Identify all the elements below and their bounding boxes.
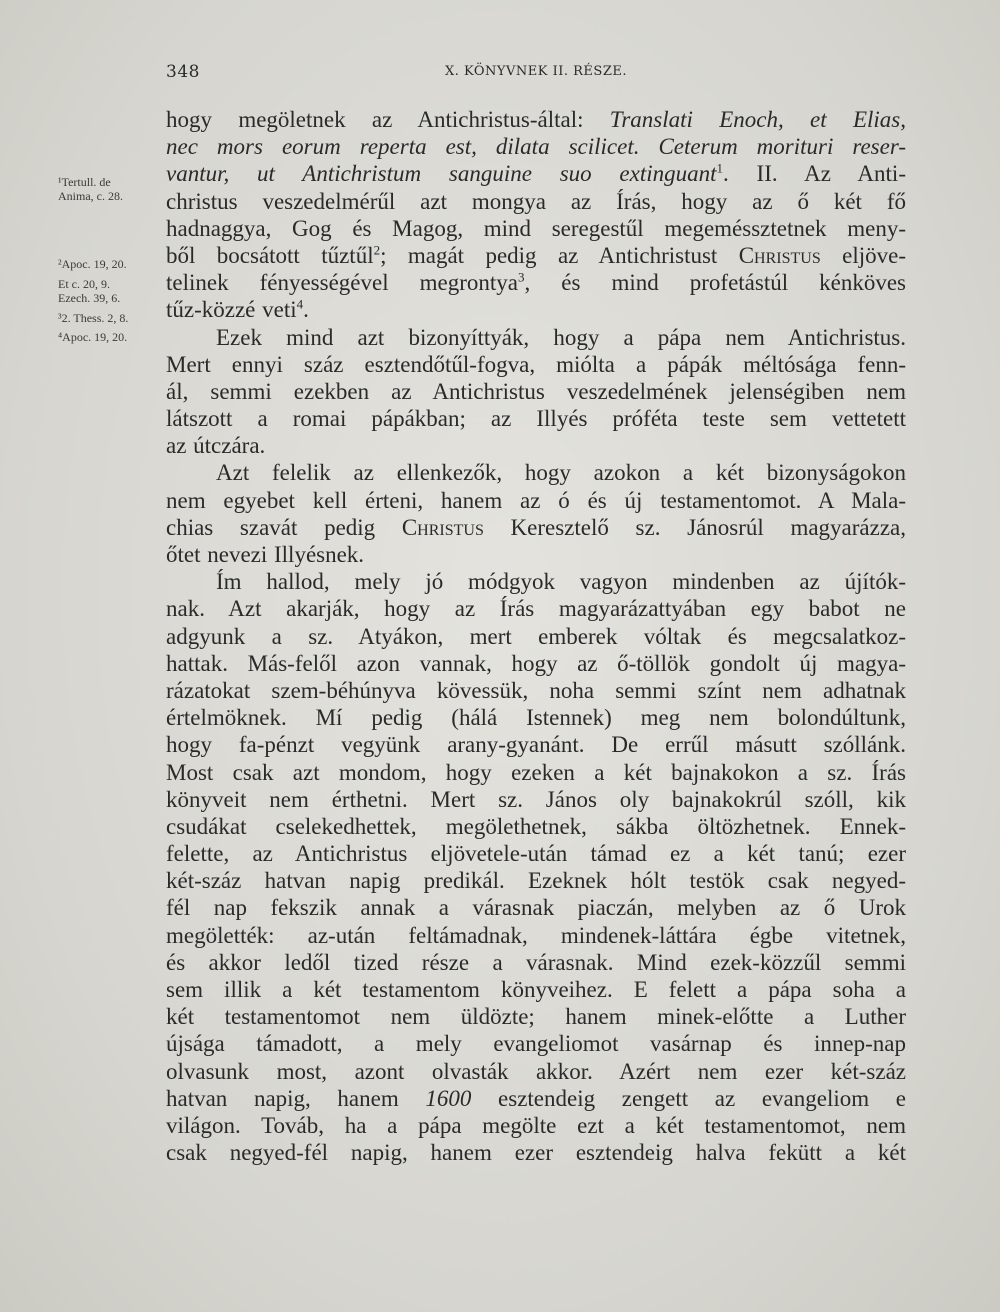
text-run: világon. Továb, ha a pápa megölte ezt a két testamentomot, nem — [166, 1112, 906, 1138]
text-run: nec mors eorum reperta est, dilata scilicet. Ceterum morituri reser- — [166, 134, 906, 160]
text-line — [166, 242, 906, 269]
text-line — [166, 324, 906, 351]
text-line — [166, 786, 906, 813]
text-run: hadnaggya, Gog és Magog, mind seregestűl megeméssztetnek meny- — [166, 215, 906, 241]
text-run: értelmöknek. Mí pedig (hálá Istennek) meg nem bolondúltunk, — [166, 705, 906, 731]
text-line — [166, 215, 906, 242]
text-line — [166, 1058, 906, 1085]
footnote-ref: 2 — [373, 242, 381, 258]
page-number: 348 — [166, 62, 200, 82]
text-run: sem illik a két testamentom könyveihez. E felett a pápa soha a — [166, 977, 906, 1002]
text-run: ; magát pedig az Antichristust — [380, 242, 739, 268]
text-line — [166, 595, 906, 622]
text-run: Most csak azt mondom, hogy ezeken a két bajnakokon a sz. Írás — [166, 759, 906, 785]
text-run: felette, az Antichristus eljövetele-után támad ez a két tanú; ezer — [166, 841, 906, 867]
text-run: hogy fa-pénzt vegyünk arany-gyanánt. De errűl másutt szóllánk. — [166, 732, 906, 758]
text-line — [166, 976, 906, 1003]
footnote-ref: 1 — [716, 160, 724, 176]
text-run: nak. Azt akarják, hogy az Írás magyarázattyában egy babot ne — [166, 596, 906, 622]
text-line — [166, 894, 906, 921]
text-run: újsága támadott, a mely evangeliomot vasárnap és innep-nap — [166, 1031, 906, 1057]
text-run: Mert ennyi száz esztendőtűl-fogva, miólta a pápák méltósága fenn- — [166, 351, 906, 377]
text-line — [166, 949, 906, 976]
text-line — [166, 840, 906, 867]
text-run: Azt felelik az ellenkezők, hogy azokon a két bizonyságokon — [216, 460, 906, 486]
text-run: az útczára. — [166, 433, 266, 459]
text-run: őtet nevezi Illyésnek. — [166, 542, 365, 567]
text-line — [166, 269, 906, 296]
text-run: . — [303, 297, 309, 323]
text-run: Keresztelő sz. Jánosrúl magyarázza, — [483, 514, 906, 540]
text-line — [166, 459, 906, 486]
running-head: X. KÖNYVNEK II. RÉSZE. — [445, 64, 627, 79]
text-line — [166, 106, 906, 133]
text-run: hattak. Más-felől azon vannak, hogy az ő-töllök gondolt új magya- — [166, 650, 906, 676]
text-run: ből bocsátott tűztűl — [166, 242, 374, 268]
text-run: nem egyebet kell érteni, hanem az ó és új testamentomot. A Mala- — [166, 487, 906, 513]
text-line — [166, 731, 906, 758]
text-run: és akkor ledől tized része a várasnak. Mind ezek-közzűl semmi — [166, 949, 906, 975]
text-line — [166, 432, 906, 459]
text-line — [166, 1030, 906, 1057]
text-run: Ím hallod, mely jó módgyok vagyon mindenben az újítók- — [216, 569, 906, 595]
text-run: két testamentomot nem üldözte; hanem minek-előtte a Luther — [166, 1004, 906, 1030]
text-run: hatvan napig, hanem — [166, 1085, 426, 1111]
text-line — [166, 1085, 906, 1112]
text-line — [166, 677, 906, 704]
text-run: Translati Enoch, et Elias, — [609, 107, 906, 132]
footnote-ref: 4 — [296, 296, 304, 312]
text-run: könyveit nem érthetni. Mert sz. János oly bajnakokrúl szóll, kik — [166, 786, 906, 812]
text-line — [166, 1139, 906, 1166]
text-line — [166, 351, 906, 378]
text-line — [166, 867, 906, 894]
text-line — [166, 514, 906, 541]
text-run: telinek fényességével megrontya — [166, 270, 518, 296]
body-text — [166, 106, 906, 1166]
text-run: olvasunk most, azont olvasták akkor. Azért nem ezer két-száz — [166, 1058, 906, 1084]
text-line — [166, 160, 906, 187]
text-line — [166, 133, 906, 160]
margin-note: Anima, c. 28. — [58, 189, 123, 203]
text-line — [166, 759, 906, 786]
text-line — [166, 922, 906, 949]
text-line — [166, 405, 906, 432]
text-run: christus veszedelmérűl azt mongya az Írás, hogy az ő két fő — [166, 188, 906, 214]
text-run: . II. Az Anti- — [723, 161, 906, 187]
text-line — [166, 188, 906, 215]
text-run: megölették: az-után feltámadnak, mindenek-láttára égbe vitetnek, — [166, 922, 906, 948]
text-run: hogy megöletnek az Antichristus-által: — [166, 107, 610, 132]
text-line — [166, 650, 906, 677]
text-line — [166, 568, 906, 595]
text-run: Ezek mind azt bizonyíttyák, hogy a pápa nem Antichristus. — [216, 324, 906, 350]
text-run: vantur, ut Antichristum sanguine suo extinguant — [166, 161, 717, 187]
margin-note: ¹Tertull. de — [58, 175, 111, 189]
text-run: két-száz hatvan napig predikál. Ezeknek hólt testök csak negyed- — [166, 868, 906, 894]
margin-note: ³2. Thess. 2, 8. — [58, 311, 129, 325]
text-run: adgyunk a sz. Atyákon, mert emberek vóltak és megcsalatkoz- — [166, 623, 906, 649]
text-line — [166, 623, 906, 650]
text-line — [166, 296, 906, 323]
page-header — [166, 62, 906, 86]
text-run: csudákat cselekedhettek, megölethetnek, sákba öltözhetnek. Ennek- — [166, 813, 906, 839]
text-line — [166, 541, 906, 568]
text-run: fél nap fekszik annak a várasnak piaczán, melyben az ő Urok — [166, 895, 906, 921]
text-run: tűz-közzé veti — [166, 297, 297, 323]
text-line — [166, 813, 906, 840]
text-run: ál, semmi ezekben az Antichristus veszedelmének jelenségiben nem — [166, 378, 906, 404]
text-line — [166, 378, 906, 405]
text-run: rázatokat szem-béhúnyva kövessük, noha semmi színt nem adhatnak — [166, 677, 906, 703]
margin-note: ⁴Apoc. 19, 20. — [58, 330, 128, 344]
margin-note: ²Apoc. 19, 20. — [58, 257, 127, 271]
margin-note: Et c. 20, 9. — [58, 277, 110, 291]
text-run: látszott a romai pápákban; az Illyés próféta teste sem vettetett — [166, 406, 906, 432]
footnote-ref: 3 — [517, 269, 525, 285]
text-line — [166, 1003, 906, 1030]
text-line — [166, 1112, 906, 1139]
text-run: Christus — [401, 514, 484, 540]
text-line — [166, 704, 906, 731]
text-run: csak negyed-fél napig, hanem ezer esztendeig halva fekütt a két — [166, 1140, 906, 1166]
margin-note: Ezech. 39, 6. — [58, 291, 121, 305]
text-run: chias szavát pedig — [166, 514, 402, 540]
text-run: Christus — [738, 242, 821, 268]
text-run: 1600 — [425, 1085, 472, 1111]
text-run: , és mind profetástúl kénköves — [524, 270, 906, 296]
text-run: eljöve- — [820, 242, 906, 268]
text-run: esztendeig zengett az evangeliom e — [471, 1085, 906, 1111]
text-line — [166, 487, 906, 514]
